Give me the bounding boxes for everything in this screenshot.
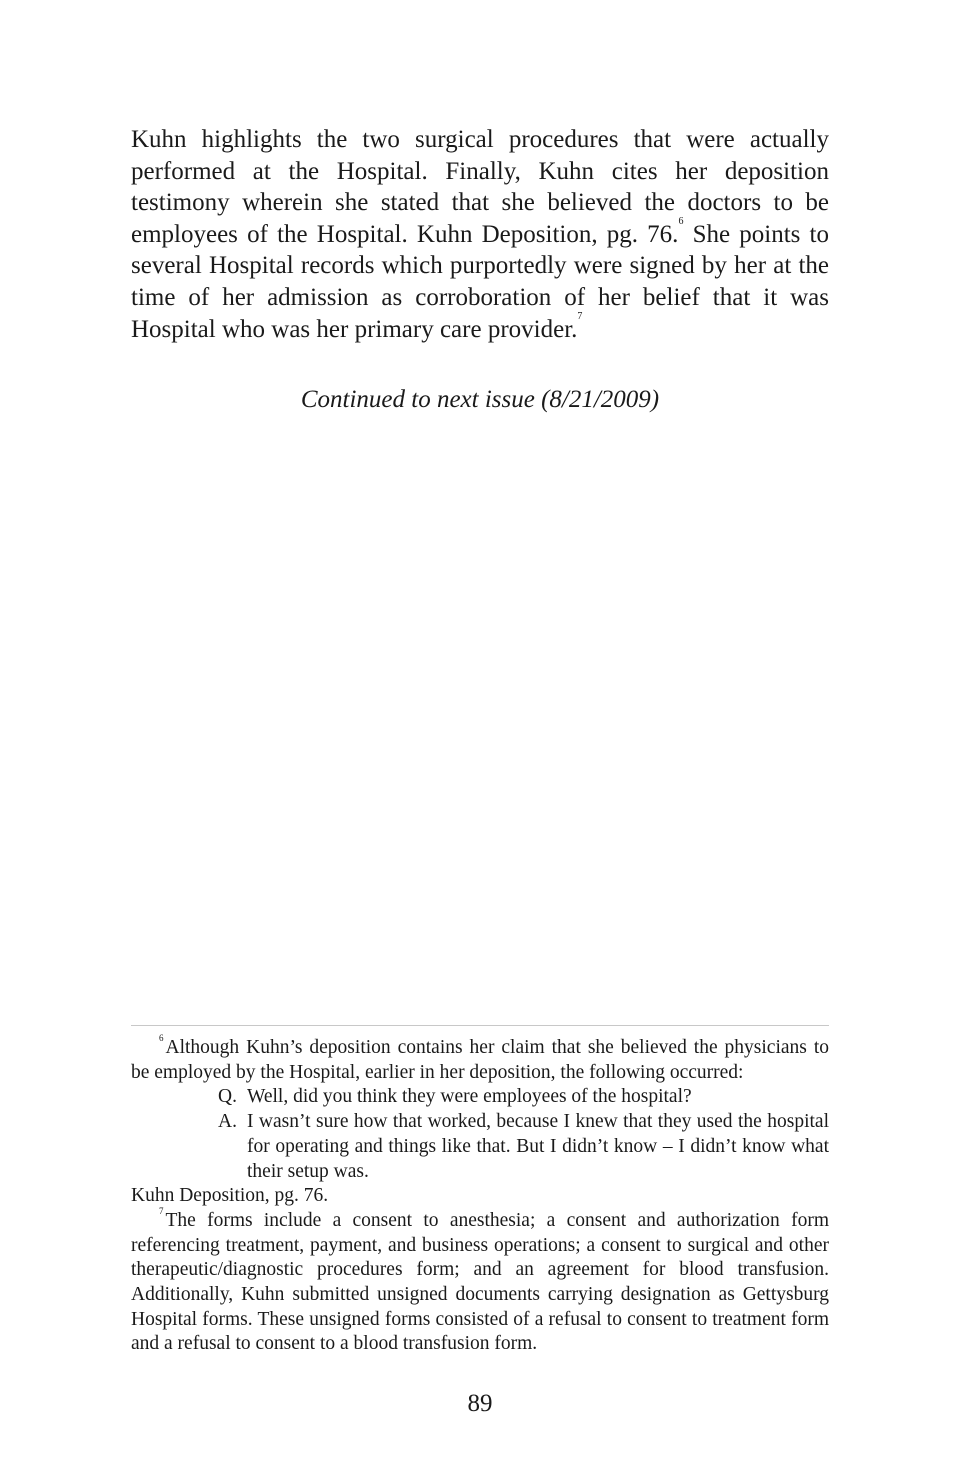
footnotes xyxy=(131,1033,829,1357)
answer-tag: A. xyxy=(218,1111,237,1133)
body-text xyxy=(131,124,829,345)
footnote-ref-7[interactable]: 7 xyxy=(577,310,583,322)
footnote-6 xyxy=(131,1033,829,1085)
question-tag: Q. xyxy=(218,1086,237,1108)
answer-line xyxy=(218,1110,829,1184)
question-text: Well, did you think they were employees of the hospital? xyxy=(247,1086,692,1108)
body-text-part1: Kuhn highlights the two surgical procedures that were actually performed at the Hospital. Finally, Kuhn cites her deposition testimony wherein she stated that she believed the doctors to be employees of the Hospital. Kuhn Deposition, pg. 76. xyxy=(131,126,829,248)
footnote-mark-7: 7 xyxy=(159,1205,164,1216)
footnote-mark-6: 6 xyxy=(159,1033,164,1043)
page-number: 89 xyxy=(467,1390,493,1417)
deposition-citation: Kuhn Deposition, pg. 76. xyxy=(131,1185,329,1207)
footnote-7-text: The forms include a consent to anesthesia; a consent and authorization form referencing treatment, payment, and business operations; a consent to surgical and other therapeutic/diagnostic procedures form; and an agreement for blood transfusion. Additionally, Kuhn submitted unsigned documents carrying designation as Gettysburg Hospital forms. These unsigned forms consisted of a refusal to consent to treatment form and a refusal to consent to a blood transfusion form. xyxy=(131,1209,829,1355)
body-text-part2: She points to several Hospital records which purportedly were signed by her at the time of her admission as corroboration of her belief that it was Hospital who was her primary care provider. xyxy=(131,220,830,343)
footnote-6-text: Although Kuhn’s deposition contains her claim that she believed the physicians to be employed by the Hospital, earlier in her deposition, the following occurred: xyxy=(131,1037,829,1083)
continued-notice: Continued to next issue (8/21/2009) xyxy=(300,386,660,413)
answer-text: I wasn’t sure how that worked, because I knew that they used the hospital for operating and things like that. But I didn’t know – I didn’t know what their setup was. xyxy=(247,1111,829,1182)
footnote-divider xyxy=(131,1025,829,1026)
footnote-7 xyxy=(131,1205,829,1357)
body-paragraph xyxy=(131,124,829,345)
footnote-ref-6[interactable]: 6 xyxy=(678,215,684,227)
question-line xyxy=(218,1085,829,1110)
